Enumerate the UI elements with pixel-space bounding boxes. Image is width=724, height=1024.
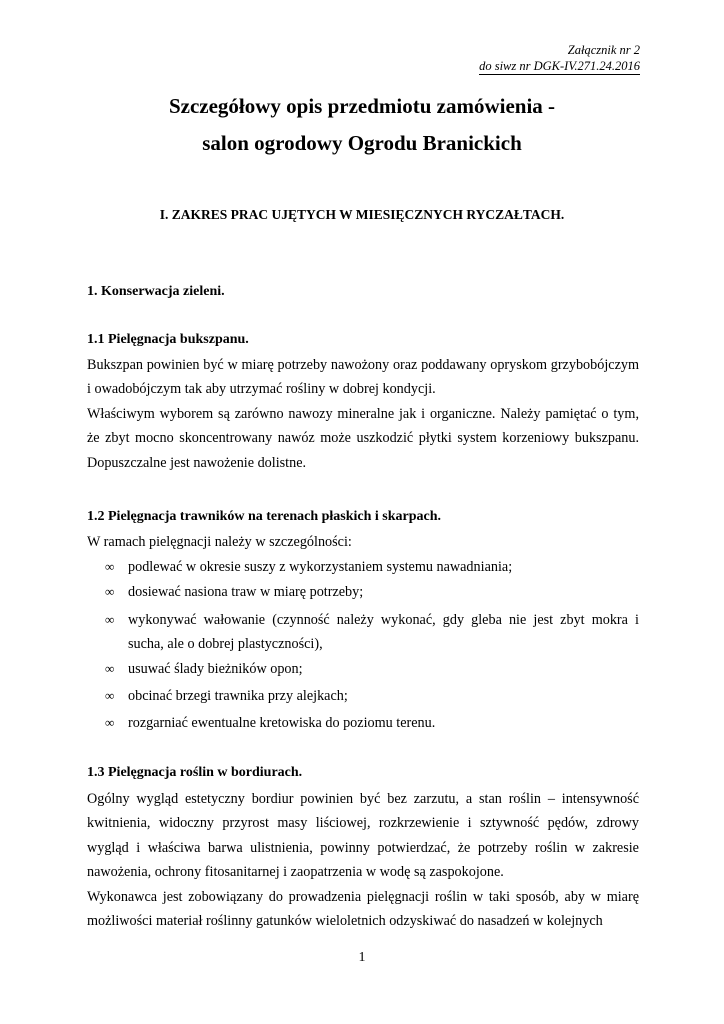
list-item-text: wykonywać wałowanie (czynność należy wykonać, gdy gleba nie jest zbyt mokra i sucha, ale o dobrej plastyczności),	[128, 612, 639, 653]
paragraph-1-1-b: Właściwym wyborem są zarówno nawozy mineralne jak i organiczne. Należy pamiętać o tym, że zbyt mocno skoncentrowany nawóz może uszkodzić płytki system korzeniowy bukszpanu. Dopuszczalne jest nawożenie dolistne.	[87, 406, 639, 471]
document-title-line-2: salon ogrodowy Ogrodu Branickich	[202, 131, 522, 155]
document-title-line-1: Szczegółowy opis przedmiotu zamówienia -	[168, 94, 556, 118]
infinity-bullet-icon: ∞	[105, 559, 115, 574]
heading-1-2: 1.2 Pielęgnacja trawników na terenach płaskich i skarpach.	[87, 509, 442, 524]
list-intro: W ramach pielęgnacji należy w szczególności:	[87, 534, 352, 550]
list-item-text: usuwać ślady bieżników opon;	[128, 661, 303, 677]
infinity-bullet-icon: ∞	[105, 612, 115, 627]
list-item	[105, 711, 639, 735]
list-item-text: obcinać brzegi trawnika przy alejkach;	[128, 688, 348, 704]
annex-header	[479, 42, 640, 75]
list-item	[105, 657, 639, 681]
list-item	[105, 608, 639, 657]
page-number: 1	[358, 950, 366, 965]
list-item	[105, 684, 639, 708]
list-item-text: podlewać w okresie suszy z wykorzystaniem systemu nawadniania;	[128, 559, 513, 575]
list-item	[105, 580, 639, 604]
list-item	[105, 555, 639, 579]
section-heading: I. ZAKRES PRAC UJĘTYCH W MIESIĘCZNYCH RYCZAŁTACH.	[159, 207, 565, 222]
list-item-text: rozgarniać ewentualne kretowiska do poziomu terenu.	[128, 715, 436, 731]
heading-1-1: 1.1 Pielęgnacja bukszpanu.	[87, 332, 249, 347]
paragraph-1-3-a: Ogólny wygląd estetyczny bordiur powinien być bez zarzutu, a stan roślin – intensywność kwitnienia, widoczny przyrost masy liściowej, rozkrzewienie i sztywność pędów, zdrowy wygląd i właściwa barwa ulistnienia, powinny potwierdzać, że potrzeby roślin w zakresie nawożenia, ochrony fitosanitarnej i zaopatrzenia w wodę są zaspokojone.	[87, 791, 639, 880]
heading-1: 1. Konserwacja zieleni.	[87, 284, 225, 299]
heading-1-3: 1.3 Pielęgnacja roślin w bordiurach.	[87, 765, 303, 780]
infinity-bullet-icon: ∞	[105, 584, 115, 599]
annex-number: Załącznik nr 2	[567, 43, 640, 57]
infinity-bullet-icon: ∞	[105, 661, 115, 676]
paragraph-1-1-a: Bukszpan powinien być w miarę potrzeby nawożony oraz poddawany opryskom grzybobójczym i owadobójczym tak aby utrzymać rośliny w dobrej kondycji.	[87, 357, 639, 398]
infinity-bullet-icon: ∞	[105, 715, 115, 730]
list-item-text: dosiewać nasiona traw w miarę potrzeby;	[128, 584, 364, 600]
infinity-bullet-icon: ∞	[105, 688, 115, 703]
annex-reference: do siwz nr DGK-IV.271.24.2016	[479, 59, 640, 73]
paragraph-1-3-b: Wykonawca jest zobowiązany do prowadzenia pielęgnacji roślin w taki sposób, aby w miarę możliwości materiał roślinny gatunków wieloletnich odzyskiwać do nasadzeń w kolejnych	[87, 889, 639, 930]
